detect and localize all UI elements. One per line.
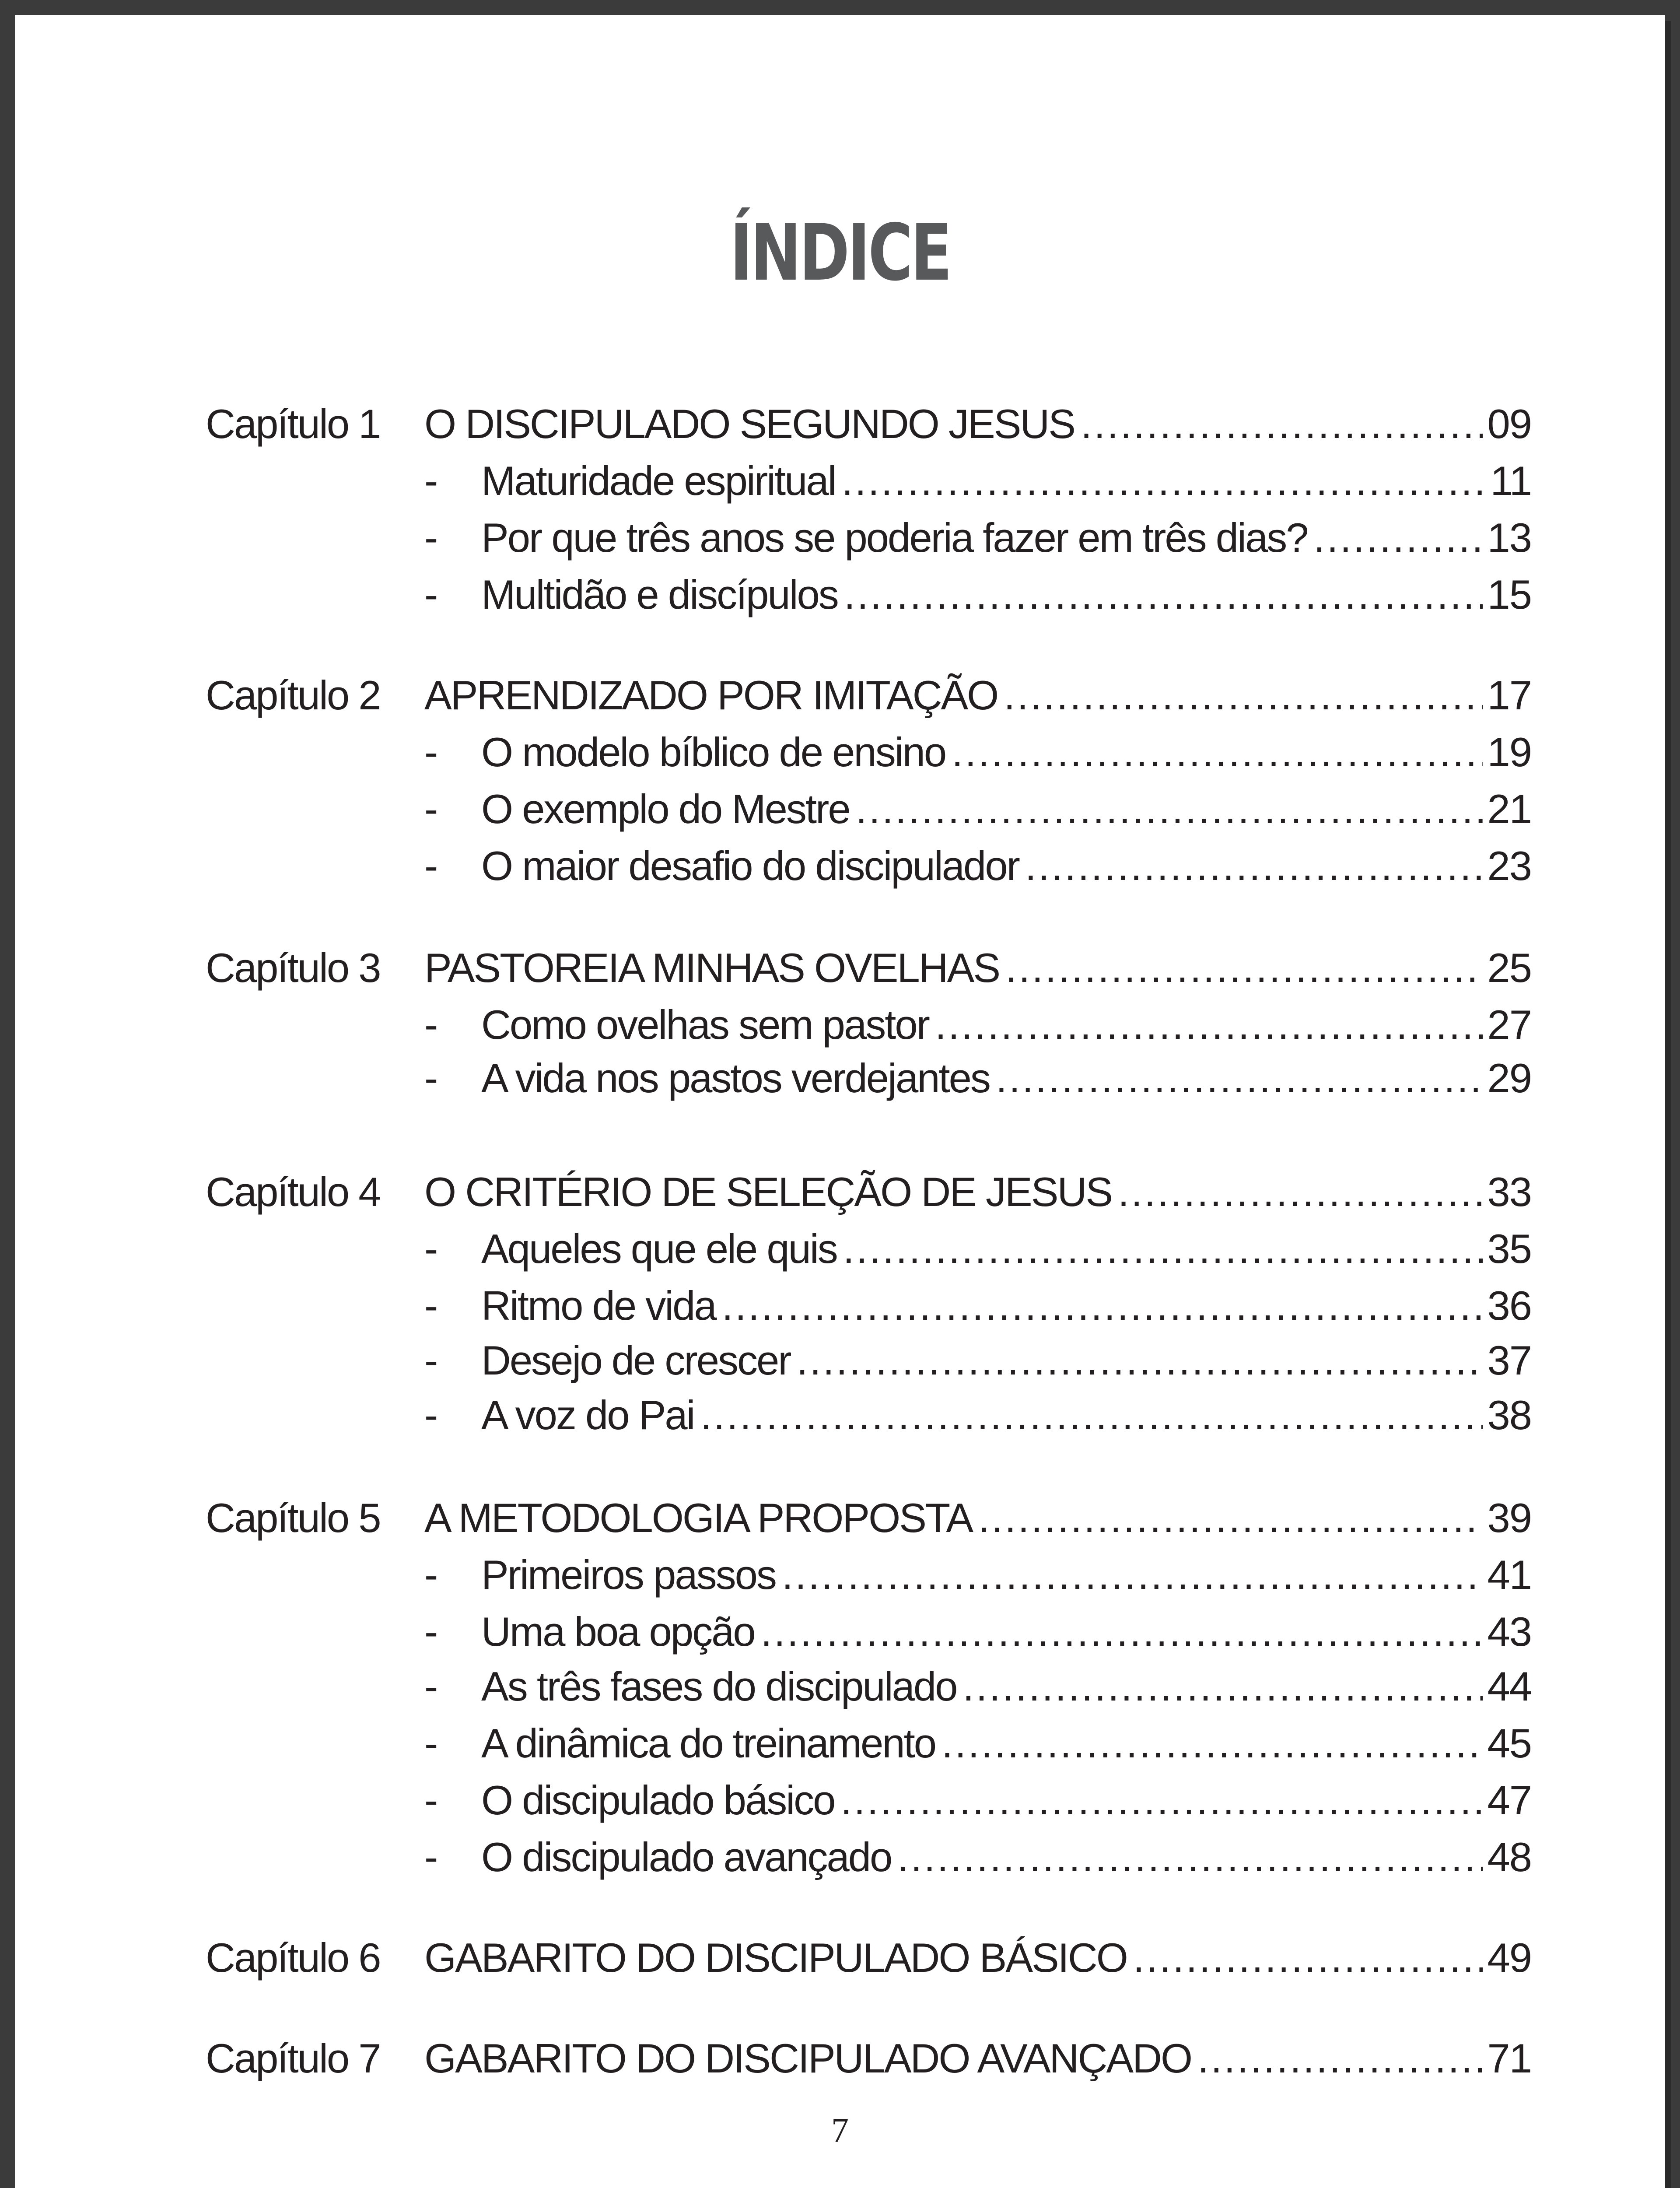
dot-leader [996,1052,1483,1105]
chapter-title: PASTOREIA MINHAS OVELHAS [424,945,1000,991]
toc-chapter-row [206,1492,1531,1544]
item-marker: - [424,1283,438,1329]
page-number: 7 [831,2111,849,2150]
toc-item-row [206,1280,1531,1332]
item-title: A vida nos pastos verdejantes [481,1055,990,1101]
dot-leader [1133,1932,1483,1984]
item-title: O discipulado básico [481,1777,835,1823]
item-title: Ritmo de vida [481,1283,716,1329]
toc-item-row [206,1717,1531,1770]
toc-chapter-row [206,2032,1531,2085]
chapter-label: Capítulo 1 [206,401,380,447]
toc-item-row [206,455,1531,507]
dot-leader [1025,840,1483,892]
page-ref: 38 [1487,1392,1531,1438]
page-ref: 45 [1487,1720,1531,1766]
item-marker: - [424,458,438,504]
page-ref: 23 [1487,843,1531,889]
dot-leader [842,455,1486,507]
dot-leader [844,568,1483,621]
page-ref: 13 [1487,515,1531,561]
item-title: A voz do Pai [481,1392,694,1438]
item-marker: - [424,729,438,775]
toc-item-row [206,1831,1531,1883]
chapter-title: GABARITO DO DISCIPULADO BÁSICO [424,1935,1127,1981]
dot-leader [782,1549,1483,1601]
item-marker: - [424,1002,438,1048]
chapter-label: Capítulo 2 [206,672,380,718]
dot-leader [1197,2032,1483,2085]
dot-leader [978,1492,1483,1544]
dot-leader [935,999,1483,1051]
chapter-label: Capítulo 3 [206,945,380,991]
toc-item-row [206,999,1531,1051]
toc-item-row [206,568,1531,621]
toc-item-row [206,1774,1531,1827]
item-title: Desejo de crescer [481,1337,791,1383]
dot-leader [840,1774,1483,1827]
item-marker: - [424,572,438,617]
page-ref: 36 [1487,1283,1531,1329]
page-ref: 15 [1487,572,1531,617]
page-ref: 71 [1487,2035,1531,2081]
toc-item-row [206,1334,1531,1387]
page-ref: 49 [1487,1935,1531,1981]
toc-chapter-row [206,669,1531,722]
item-marker: - [424,1777,438,1823]
dot-leader [856,783,1483,835]
toc-item-row [206,1389,1531,1441]
dot-leader [722,1280,1483,1332]
chapter-title: A METODOLOGIA PROPOSTA [424,1495,973,1541]
item-title: O exemplo do Mestre [481,786,850,832]
item-marker: - [424,1609,438,1655]
table-of-contents [15,15,1665,2188]
toc-chapter-row [206,398,1531,450]
item-title: O modelo bíblico de ensino [481,729,946,775]
page-ref: 43 [1487,1609,1531,1655]
chapter-label: Capítulo 6 [206,1935,380,1981]
toc-item-row [206,840,1531,892]
toc-item-row [206,783,1531,835]
toc-item-row [206,1660,1531,1713]
dot-leader [843,1223,1483,1275]
page-ref: 47 [1487,1777,1531,1823]
chapter-label: Capítulo 7 [206,2035,380,2081]
toc-item-row [206,1223,1531,1275]
page-ref: 29 [1487,1055,1531,1101]
item-title: Primeiros passos [481,1552,776,1598]
dot-leader [897,1831,1483,1883]
item-marker: - [424,1663,438,1709]
page-ref: 09 [1487,401,1531,447]
item-title: Como ovelhas sem pastor [481,1002,929,1048]
item-marker: - [424,1552,438,1598]
page-ref: 33 [1487,1169,1531,1215]
item-marker: - [424,1055,438,1101]
toc-chapter-row [206,1166,1531,1218]
page-ref: 35 [1487,1226,1531,1272]
item-title: Por que três anos se poderia fazer em três dias? [481,515,1308,561]
page-ref: 21 [1487,786,1531,832]
dot-leader [1314,512,1483,564]
page-ref: 11 [1490,458,1531,504]
toc-item-row [206,512,1531,564]
item-marker: - [424,1720,438,1766]
toc-item-row [206,1052,1531,1105]
item-marker: - [424,786,438,832]
dot-leader [1118,1166,1483,1218]
page-ref: 48 [1487,1834,1531,1880]
page-title: ÍNDICE [730,207,950,298]
dot-leader [962,1660,1483,1713]
item-title: Aqueles que ele quis [481,1226,837,1272]
page-ref: 27 [1487,1002,1531,1048]
toc-item-row [206,1606,1531,1658]
dot-leader [942,1717,1483,1770]
page-ref: 25 [1487,945,1531,991]
document-page [15,15,1665,2188]
page-ref: 44 [1487,1663,1531,1709]
dot-leader [1004,669,1483,722]
item-marker: - [424,1226,438,1272]
toc-item-row [206,726,1531,778]
page-ref: 41 [1487,1552,1531,1598]
item-marker: - [424,1392,438,1438]
page-ref: 19 [1487,729,1531,775]
chapter-title: O DISCIPULADO SEGUNDO JESUS [424,401,1074,447]
chapter-label: Capítulo 4 [206,1169,380,1215]
page-ref: 39 [1487,1495,1531,1541]
item-title: As três fases do discipulado [481,1663,957,1709]
dot-leader [700,1389,1483,1441]
chapter-title: O CRITÉRIO DE SELEÇÃO DE JESUS [424,1169,1112,1215]
item-title: Multidão e discípulos [481,572,838,617]
item-title: O discipulado avançado [481,1834,892,1880]
toc-chapter-row [206,1932,1531,1984]
chapter-title: APRENDIZADO POR IMITAÇÃO [424,672,998,718]
item-marker: - [424,1337,438,1383]
dot-leader [1081,398,1483,450]
item-marker: - [424,515,438,561]
chapter-label: Capítulo 5 [206,1495,380,1541]
item-title: Maturidade espiritual [481,458,836,504]
dot-leader [797,1334,1483,1387]
toc-item-row [206,1549,1531,1601]
chapter-title: GABARITO DO DISCIPULADO AVANÇADO [424,2035,1192,2081]
dot-leader [1005,942,1483,994]
item-marker: - [424,1834,438,1880]
page-ref: 17 [1487,672,1531,718]
item-title: O maior desafio do discipulador [481,843,1019,889]
item-title: A dinâmica do treinamento [481,1720,935,1766]
dot-leader [761,1606,1483,1658]
item-marker: - [424,843,438,889]
item-title: Uma boa opção [481,1609,755,1655]
page-ref: 37 [1487,1337,1531,1383]
toc-chapter-row [206,942,1531,994]
dot-leader [952,726,1483,778]
